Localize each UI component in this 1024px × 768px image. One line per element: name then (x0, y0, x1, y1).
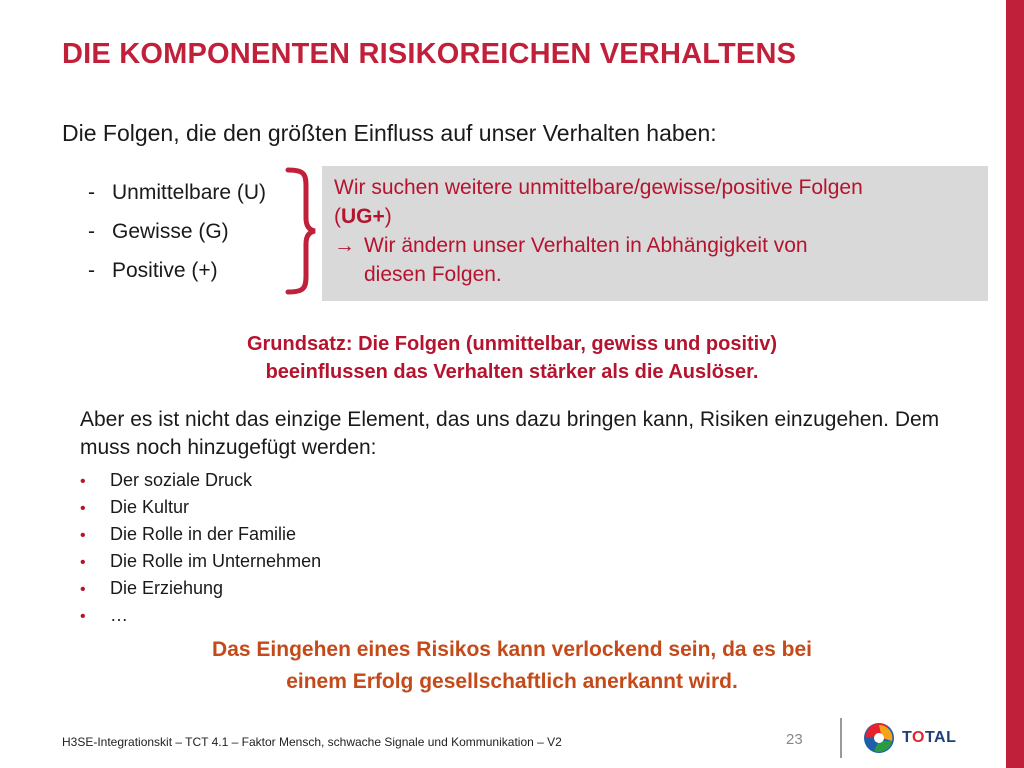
footer-divider (840, 718, 842, 758)
bullet-icon: • (80, 554, 86, 571)
closing-line-1: Das Eingehen eines Risikos kann verlockend sein, da es bei (212, 638, 812, 661)
box-line-2 (334, 202, 976, 231)
list-item: • Die Erziehung (80, 575, 321, 602)
list-item-label: Unmittelbare (U) (112, 181, 267, 204)
list-item-label: Gewisse (G) (112, 220, 229, 243)
bullet-icon: • (80, 527, 86, 544)
highlight-box (322, 166, 988, 301)
list-item (88, 180, 266, 206)
dash-marker: - (88, 181, 95, 204)
list-item-label: Positive (+) (112, 259, 218, 282)
list-item (88, 219, 266, 245)
closing-statement (62, 634, 962, 698)
principle-line-1: Grundsatz: Die Folgen (unmittelbar, gewiss und positiv) (246, 333, 778, 355)
right-brace-icon (282, 166, 318, 296)
bullet-icon: • (80, 581, 86, 598)
bullet-icon: • (80, 500, 86, 517)
box-open-paren: ( (334, 205, 341, 228)
factor-list (80, 467, 321, 629)
ug-label: UG+ (341, 205, 385, 228)
body-paragraph: Aber es ist nicht das einzige Element, das uns dazu bringen kann, Risiken einzugehen. Dem muss noch hinzugefügt werden: (80, 408, 940, 459)
logo-wordmark: TOTAL (902, 729, 957, 746)
principle-statement (62, 330, 962, 386)
list-item: • Die Rolle im Unternehmen (80, 548, 321, 575)
box-close-paren: ) (384, 205, 392, 228)
box-line-3: → Wir ändern unser Verhalten in Abhängigkeit von (334, 231, 976, 260)
box-line-1: Wir suchen weitere unmittelbare/gewisse/positive Folgen (334, 176, 863, 199)
right-accent-bar (1006, 0, 1024, 768)
list-item: • Die Rolle in der Familie (80, 521, 321, 548)
subtitle: Die Folgen, die den größten Einfluss auf unser Verhalten haben: (62, 120, 717, 146)
bullet-icon: • (80, 608, 86, 625)
arrow-right-icon: → (334, 234, 355, 257)
closing-line-2: einem Erfolg gesellschaftlich anerkannt wird. (286, 670, 738, 693)
list-item: • Der soziale Druck (80, 467, 321, 494)
principle-line-2: beeinflussen das Verhalten stärker als die Auslöser. (265, 361, 759, 383)
total-logo-icon (862, 721, 896, 755)
list-item: • … (80, 602, 321, 629)
dash-marker: - (88, 220, 95, 243)
dash-marker: - (88, 259, 95, 282)
box-line-4: diesen Folgen. (364, 263, 502, 286)
bullet-icon: • (80, 473, 86, 490)
company-logo (862, 718, 956, 758)
list-item (88, 258, 266, 284)
consequence-list (88, 180, 266, 297)
list-item: • Die Kultur (80, 494, 321, 521)
page-title: DIE KOMPONENTEN RISIKOREICHEN VERHALTENS (62, 38, 797, 70)
page-number: 23 (786, 731, 803, 748)
footer-text: H3SE-Integrationskit – TCT 4.1 – Faktor Mensch, schwache Signale und Kommunikation – V2 (62, 735, 562, 749)
